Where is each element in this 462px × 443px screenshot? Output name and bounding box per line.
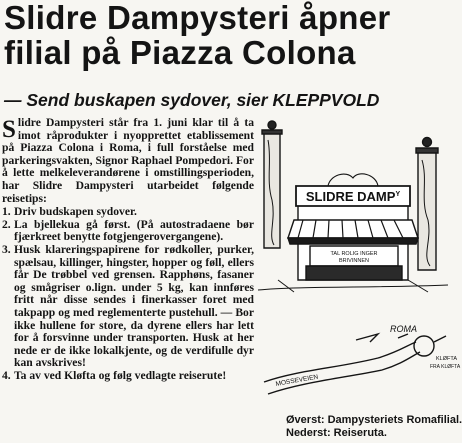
map-label-kloefta: KLØFTA bbox=[436, 356, 457, 362]
illustration-caption bbox=[286, 414, 462, 440]
list-item-number: 4. bbox=[2, 368, 11, 382]
list-item-number: 2. bbox=[2, 217, 11, 231]
list-item bbox=[2, 206, 254, 219]
article-body bbox=[2, 117, 254, 382]
list-item bbox=[2, 370, 254, 383]
subheadline: — Send buskapen sydover, sier KLEPPVOLD bbox=[4, 90, 380, 110]
headline-line-2: filial på Piazza Colona bbox=[4, 34, 356, 71]
list-item-number: 1. bbox=[2, 205, 11, 219]
kiosk-sign-main: SLIDRE DAMP bbox=[305, 189, 396, 204]
list-item-text: Husk klareringspapirene for rødkoller, purker, spælsau, killinger, hingster, hopper og føll, ellers får De trøbbel ved grensen. Rapphøns, fasaner og smågriser o.lign. under 5 kg, kan innføres fritt når disse sendes i finerkasser foret med takpapp og med reglementerte pustehull. — Bor ikke hullene for store, da dyrene ellers har lett for å forsvinne under transporten. Husk at her nede er de ikke lokalkjente, og de verdifulle dyr kan avskrives! bbox=[14, 242, 254, 370]
list-item-text: La bjellekua gå først. (På autostradaene bør fjærkreet benytte fotgjengerovergangene). bbox=[14, 217, 254, 244]
list-item bbox=[2, 219, 254, 244]
lead-text: lidre Dampysteri står fra 1. juni klar til å ta imot råprodukter i nyopprettet etablissement på Piazza Colona i Roma, i full forståelse med parkeringsvakten, Signor Raphael Pompedori. For å lette melkeleverandørene i omstillingsperioden, har Slidre Dampysteri utarbeidet følgende reisetips: bbox=[2, 116, 254, 205]
kiosk-sign-text bbox=[306, 189, 401, 204]
list-item bbox=[2, 244, 254, 370]
map-label-road: MOSSEVEIEN bbox=[275, 373, 319, 388]
article-lead bbox=[2, 117, 254, 205]
kiosk-drawing bbox=[258, 121, 448, 292]
map-label-roma: ROMA bbox=[390, 324, 417, 334]
drop-cap: S bbox=[2, 116, 16, 143]
counter-text-1: TAL ROLIG INGER bbox=[330, 251, 378, 257]
illustration bbox=[258, 120, 461, 410]
headline bbox=[4, 0, 448, 70]
caption-line-2: Nederst: Reiseruta. bbox=[286, 427, 387, 439]
list-item-text: Driv budskapen sydover. bbox=[14, 205, 137, 219]
counter-text-2: BRIVINNEN bbox=[339, 258, 369, 264]
map-label-kloefta-sub: FRA KLØFTA bbox=[430, 364, 461, 370]
list-item-text: Ta av ved Kløfta og følg vedlagte reiserute! bbox=[14, 368, 227, 382]
travel-tips-list bbox=[2, 206, 254, 382]
caption-line-1: Øverst: Dampysteriets Romafilial. bbox=[286, 414, 462, 426]
kiosk-sign-suffix: Y bbox=[395, 191, 401, 198]
headline-line-1: Slidre Dampysteri åpner bbox=[4, 0, 391, 36]
list-item-number: 3. bbox=[2, 242, 11, 256]
